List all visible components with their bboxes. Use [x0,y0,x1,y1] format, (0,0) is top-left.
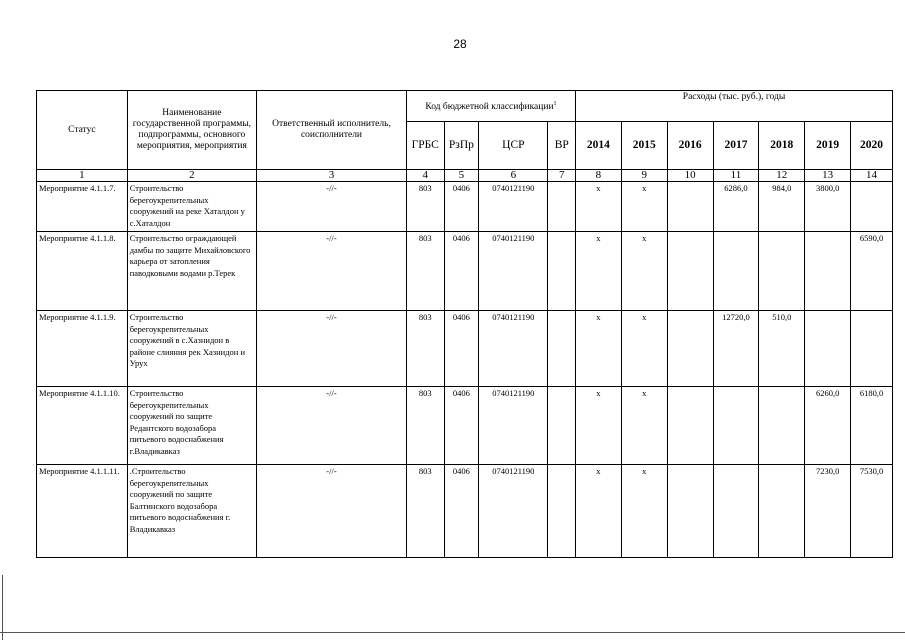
column-number: 3 [257,170,407,182]
row-rzpr: 0406 [444,311,479,387]
row-csr: 0740121190 [479,232,548,311]
row-y2018 [759,387,805,465]
header-year: 2014 [576,122,622,170]
row-y2016 [667,311,713,387]
header-grbs: ГРБС [406,122,444,170]
column-number: 12 [759,170,805,182]
row-executor: -//- [257,182,407,232]
row-name: Строительство берегоукрепительных сооружений по защите Редантского водозабора питьевого водоснабжения г.Владикавказ [127,387,256,465]
row-executor: -//- [257,311,407,387]
row-name: Строительство берегоукрепительных сооружений в с.Хазнидон в районе слияния рек Хазнидон и Урух [127,311,256,387]
header-year: 2015 [621,122,667,170]
row-y2017 [713,465,759,558]
page-number: 28 [453,37,467,51]
row-rzpr: 0406 [444,232,479,311]
column-number-row [37,170,893,182]
row-y2017: 12720,0 [713,311,759,387]
row-y2015: х [621,182,667,232]
row-csr: 0740121190 [479,465,548,558]
row-y2014: х [576,232,622,311]
row-grbs: 803 [406,311,444,387]
header-year: 2017 [713,122,759,170]
row-grbs: 803 [406,465,444,558]
header-executor: Ответственный исполнитель, соисполнители [257,91,407,170]
row-y2019 [805,311,851,387]
column-number: 5 [444,170,479,182]
row-y2014: х [576,465,622,558]
row-vr [548,387,576,465]
column-number: 1 [37,170,128,182]
row-vr [548,182,576,232]
row-name: .Строительство берегоукрепительных сооружений по защите Балтинского водозабора питьевого водоснабжения г. Владикавказ [127,465,256,558]
column-number: 4 [406,170,444,182]
header-rzpr: РзПр [444,122,479,170]
row-vr [548,232,576,311]
row-csr: 0740121190 [479,311,548,387]
row-name: Строительство берегоукрепительных сооружений на реке Хаталдон у с.Хаталдон [127,182,256,232]
row-y2014: х [576,311,622,387]
header-year: 2019 [805,122,851,170]
row-y2015: х [621,465,667,558]
header-budget-code-footnote: 1 [553,100,557,107]
row-y2019 [805,232,851,311]
column-number: 11 [713,170,759,182]
header-vr: ВР [548,122,576,170]
row-y2016 [667,182,713,232]
header-year: 2018 [759,122,805,170]
row-rzpr: 0406 [444,387,479,465]
table-row [37,387,893,465]
row-y2018: 510,0 [759,311,805,387]
row-y2015: х [621,387,667,465]
column-number: 7 [548,170,576,182]
row-grbs: 803 [406,182,444,232]
scan-edge-left [2,575,3,640]
row-vr [548,465,576,558]
header-year: 2016 [667,122,713,170]
row-y2015: х [621,311,667,387]
row-rzpr: 0406 [444,465,479,558]
scan-edge-bottom [0,632,905,633]
table-row [37,232,893,311]
row-y2017 [713,387,759,465]
row-y2016 [667,387,713,465]
header-csr: ЦСР [479,122,548,170]
row-y2014: х [576,182,622,232]
row-y2016 [667,465,713,558]
column-number: 8 [576,170,622,182]
column-number: 10 [667,170,713,182]
row-rzpr: 0406 [444,182,479,232]
header-status: Статус [37,91,128,170]
header-budget-code-text: Код бюджетной классификации [425,102,554,113]
row-y2015: х [621,232,667,311]
row-y2016 [667,232,713,311]
row-y2020: 6590,0 [851,232,893,311]
header-budget-code [406,91,575,122]
table-row [37,311,893,387]
row-y2018: 984,0 [759,182,805,232]
row-executor: -//- [257,465,407,558]
row-y2019: 7230,0 [805,465,851,558]
column-number: 2 [127,170,256,182]
row-csr: 0740121190 [479,182,548,232]
row-y2020: 6180,0 [851,387,893,465]
row-executor: -//- [257,387,407,465]
table-row [37,182,893,232]
row-status: Мероприятие 4.1.1.10. [37,387,128,465]
row-y2018 [759,465,805,558]
row-y2014: х [576,387,622,465]
header-year: 2020 [851,122,893,170]
row-y2019: 3800,0 [805,182,851,232]
row-y2020: 7530,0 [851,465,893,558]
row-status: Мероприятие 4.1.1.7. [37,182,128,232]
column-number: 13 [805,170,851,182]
column-number: 6 [479,170,548,182]
row-executor: -//- [257,232,407,311]
row-y2017 [713,232,759,311]
row-grbs: 803 [406,387,444,465]
row-y2017: 6286,0 [713,182,759,232]
column-number: 14 [851,170,893,182]
header-name: Наименование государственной программы, подпрограммы, основного мероприятия, мероприятия [127,91,256,170]
row-name: Строительство ограждающей дамбы по защите Михайловского карьера от затопления паводковыми водами р.Терек [127,232,256,311]
column-number: 9 [621,170,667,182]
header-expenses: Расходы (тыс. руб.), годы [576,91,893,122]
row-status: Мероприятие 4.1.1.11. [37,465,128,558]
row-status: Мероприятие 4.1.1.9. [37,311,128,387]
row-y2019: 6260,0 [805,387,851,465]
table-row [37,465,893,558]
budget-table [36,90,893,558]
row-grbs: 803 [406,232,444,311]
row-status: Мероприятие 4.1.1.8. [37,232,128,311]
row-vr [548,311,576,387]
row-y2020 [851,182,893,232]
row-y2018 [759,232,805,311]
row-csr: 0740121190 [479,387,548,465]
row-y2020 [851,311,893,387]
